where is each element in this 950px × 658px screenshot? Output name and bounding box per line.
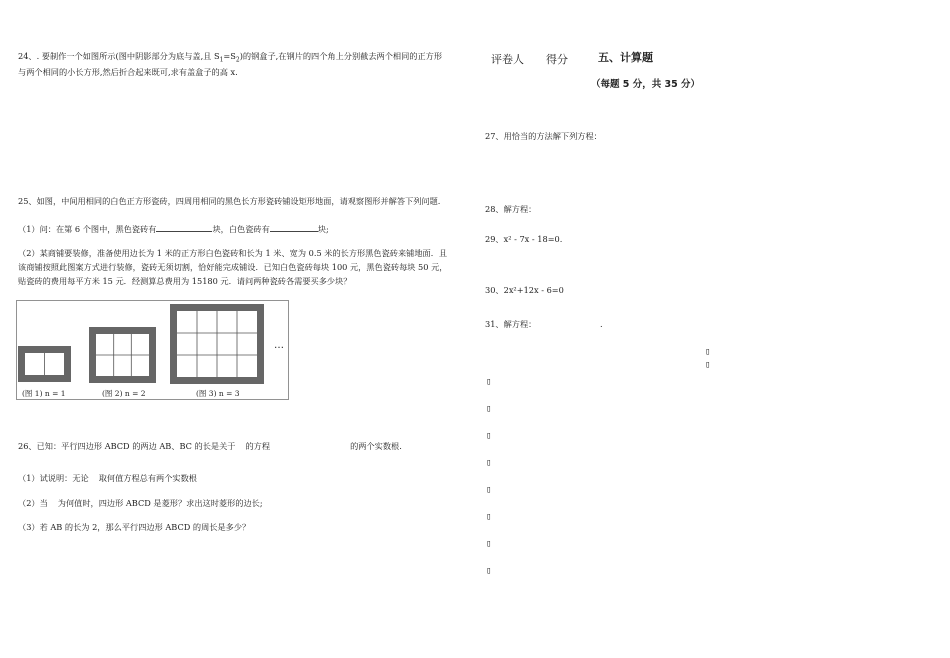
tile-pattern-figure xyxy=(16,300,290,402)
q24-text-a: 24、. 要制作一个如图所示(图中阴影部分为底与盖,且 S xyxy=(18,51,220,61)
q25-part-1 xyxy=(18,222,329,235)
missing-glyph-icon: ▯ xyxy=(705,347,711,357)
missing-glyph-icon: ▯ xyxy=(486,404,492,414)
q25-stem: 25、如图，中间用相同的白色正方形瓷砖，四周用相同的黑色长方形瓷砖铺设矩形地面，请观察图形并解答下列问题. xyxy=(18,196,441,206)
q26-stem-a: 26、已知：平行四边形 ABCD 的两边 AB、BC 的长是关于 xyxy=(18,441,236,451)
missing-glyph-icon: ▯ xyxy=(486,539,492,549)
section-title: 五、计算题 xyxy=(598,51,653,64)
figure-caption-3: (图 3) n = 3 xyxy=(196,389,240,398)
q25-part-2-line-3: 贴瓷砖的费用每平方米 15 元．经测算总费用为 15180 元．请问两种瓷砖各需要买多少块？ xyxy=(18,276,352,286)
q26-p1-b: 取何值方程总有两个实数根 xyxy=(98,473,197,483)
answer-blank-black[interactable] xyxy=(156,222,212,232)
missing-glyph-icon: ▯ xyxy=(486,485,492,495)
missing-glyph-icon: ▯ xyxy=(486,377,492,387)
q31-dot: . xyxy=(600,319,603,329)
q28-text: 28、解方程： xyxy=(485,204,537,214)
q24-sub-2: 2 xyxy=(235,56,240,64)
q30-text: 30、2x²+12x - 6=0 xyxy=(485,285,564,295)
q25-part-2-line-1: （2）某商铺要装修，准备使用边长为 1 米的正方形白色瓷砖和长为 1 米、宽为 0.5 米的长方形黑色瓷砖来铺地面．且 xyxy=(18,248,448,258)
q25-part-2-line-2: 该商铺按照此图案方式进行装修，瓷砖无须切割，恰好能完成铺设．已知白色瓷砖每块 100 元，黑色瓷砖每块 50 元， xyxy=(18,262,448,272)
q31-text: 31、解方程： xyxy=(485,319,537,329)
tile-figure-n2 xyxy=(89,327,156,383)
missing-glyph-icon: ▯ xyxy=(705,360,711,370)
q26-p2-b: 为何值时，四边形 ABCD 是菱形？求出这时菱形的边长; xyxy=(57,498,263,508)
q24-line-1 xyxy=(18,50,442,67)
q26-part-1 xyxy=(18,472,197,484)
q24-line-2: 与两个相同的小长方形,然后折合起来既可,求有盖盒子的高 x. xyxy=(18,67,238,77)
q26-p2-a: （2）当 xyxy=(18,498,48,508)
q25-p1-text-a: （1）问：在第 6 个图中，黑色瓷砖有 xyxy=(18,224,157,234)
tile-figure-n3 xyxy=(170,304,264,384)
q24-sub-1: 1 xyxy=(219,56,224,64)
missing-glyph-icon: ▯ xyxy=(486,458,492,468)
figure-caption-2: (图 2) n = 2 xyxy=(102,389,146,398)
missing-glyph-icon: ▯ xyxy=(486,431,492,441)
figure-caption-1: (图 1) n = 1 xyxy=(22,389,66,398)
missing-glyph-icon: ▯ xyxy=(486,566,492,576)
q25-p1-text-c: 块; xyxy=(317,224,329,234)
figure-ellipsis: … xyxy=(274,340,284,351)
q26-stem-b: 的方程 xyxy=(245,441,271,451)
score-reviewer-label: 评卷人 xyxy=(491,53,524,66)
q26-part-2 xyxy=(18,497,263,509)
q26-p1-a: （1）试说明：无论 xyxy=(18,473,89,483)
q24-text-b: )的钢盒子,在钢片的四个角上分别截去两个相同的正方形 xyxy=(239,51,443,61)
tile-figure-n1 xyxy=(18,346,71,382)
missing-glyph-icon: ▯ xyxy=(486,512,492,522)
q29-text: 29、x² - 7x - 18=0. xyxy=(485,234,563,244)
q25-p1-text-b: 块，白色瓷砖有 xyxy=(212,224,270,234)
answer-blank-white[interactable] xyxy=(270,222,318,232)
q26-part-3: （3）若 AB 的长为 2，那么平行四边形 ABCD 的周长是多少？ xyxy=(18,522,251,532)
q27-text: 27、用恰当的方法解下列方程： xyxy=(485,131,602,141)
q26-stem xyxy=(18,440,402,452)
q26-stem-c: 的两个实数根. xyxy=(350,441,402,451)
section-note: （每题 5 分，共 35 分） xyxy=(591,79,701,90)
score-label: 得分 xyxy=(546,53,568,66)
q24-eq: =S xyxy=(223,51,236,61)
